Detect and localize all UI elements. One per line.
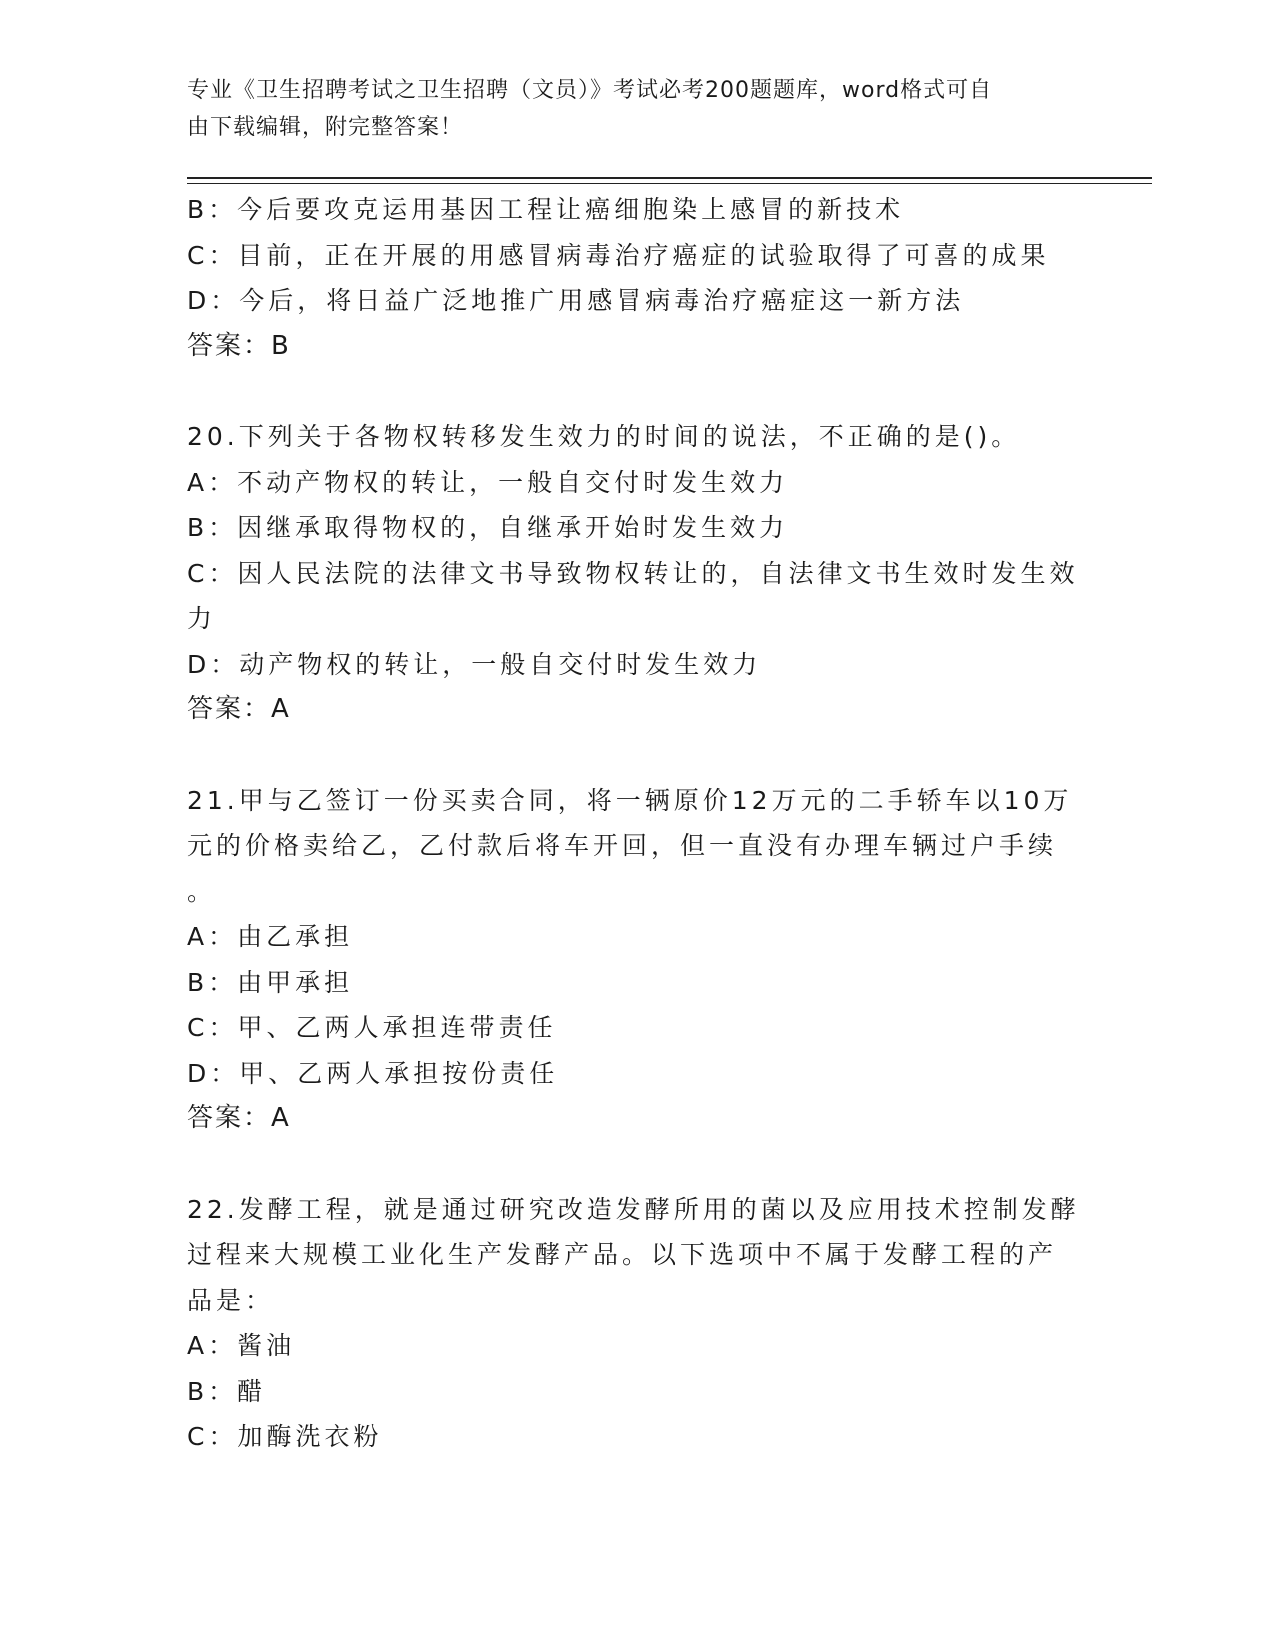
q20-option-d: D：动产物权的转让，一般自交付时发生效力 (187, 649, 762, 679)
q20-option-b: B：因继承取得物权的，自继承开始时发生效力 (187, 513, 789, 542)
document-header (187, 72, 1087, 146)
q21-stem-line-3: 。 (187, 876, 217, 906)
q21-option-b: B：由甲承担 (187, 967, 354, 997)
q20-option-c-line-2: 力 (187, 604, 217, 633)
q21-option-a: A：由乙承担 (187, 922, 354, 951)
q19-option-d: D：今后，将日益广泛地推广用感冒病毒治疗癌症这一新方法 (187, 286, 965, 315)
q21-answer: 答案：A (187, 1103, 291, 1133)
q21-stem-line-1: 21.甲与乙签订一份买卖合同，将一辆原价12万元的二手轿车以10万 (187, 785, 1073, 815)
q22-stem-line-2: 过程来大规模工业化生产发酵产品。以下选项中不属于发酵工程的产 (187, 1240, 1058, 1269)
question-21 (187, 778, 1077, 1142)
q21-option-c: C：甲、乙两人承担连带责任 (187, 1013, 557, 1042)
q22-option-a: A：酱油 (187, 1331, 296, 1360)
header-divider-thin (187, 183, 1152, 184)
q22-option-c: C：加酶洗衣粉 (187, 1422, 383, 1451)
q22-option-b: B：醋 (187, 1376, 267, 1406)
question-19 (187, 187, 1077, 369)
header-line-2: 由下载编辑，附完整答案！ (187, 115, 464, 140)
q21-option-d: D：甲、乙两人承担按份责任 (187, 1058, 559, 1088)
q20-stem: 20.下列关于各物权转移发生效力的时间的说法，不正确的是()。 (187, 422, 1021, 451)
q19-option-b: B：今后要攻克运用基因工程让癌细胞染上感冒的新技术 (187, 195, 905, 224)
q22-stem-line-3: 品是： (187, 1285, 275, 1315)
header-divider-thick (187, 177, 1152, 179)
q20-answer: 答案：A (187, 694, 291, 724)
header-line-1: 专业《卫生招聘考试之卫生招聘（文员）》考试必考200题题库，word格式可自 (187, 78, 993, 103)
question-22 (187, 1187, 1080, 1460)
q19-option-c: C：目前，正在开展的用感冒病毒治疗癌症的试验取得了可喜的成果 (187, 240, 1050, 270)
q20-option-c-line-1: C：因人民法院的法律文书导致物权转让的，自法律文书生效时发生效 (187, 558, 1079, 588)
question-list (187, 187, 1080, 1460)
q20-option-a: A：不动产物权的转让，一般自交付时发生效力 (187, 467, 789, 497)
q22-stem-line-1: 22.发酵工程，就是通过研究改造发酵所用的菌以及应用技术控制发酵 (187, 1194, 1080, 1224)
question-20 (187, 414, 1077, 733)
q21-stem-line-2: 元的价格卖给乙，乙付款后将车开回，但一直没有办理车辆过户手续 (187, 831, 1058, 860)
q19-answer: 答案：B (187, 330, 291, 361)
